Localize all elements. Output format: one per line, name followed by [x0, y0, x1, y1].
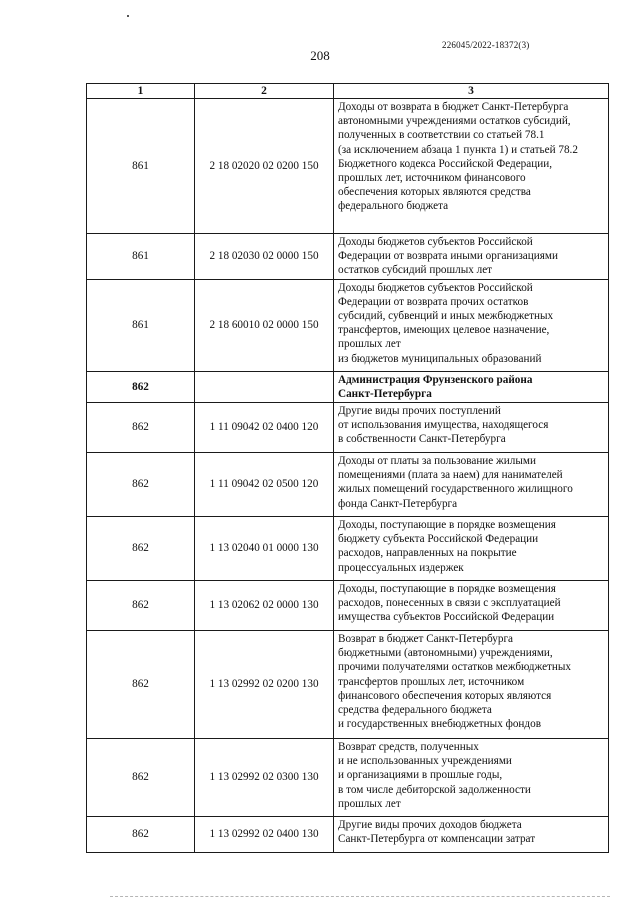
budget-code-cell: 1 11 09042 02 0400 120 [195, 403, 334, 453]
description-cell: Другие виды прочих поступлений от использования имущества, находящегося в собственности Санкт-Петербурга [334, 403, 609, 453]
description-cell: Доходы бюджетов субъектов Российской Федерации от возврата прочих остатков субсидий, субвенций и иных межбюджетных трансфертов, имеющих целевое назначение, прошлых лет из бюджетов муниципальных образований [334, 279, 609, 371]
column-header-1: 1 [87, 84, 195, 99]
page-number: 208 [310, 48, 330, 63]
budget-code-cell: 1 13 02062 02 0000 130 [195, 581, 334, 631]
admin-code-cell: 862 [87, 631, 195, 739]
budget-code-cell: 1 13 02040 01 0000 130 [195, 517, 334, 581]
admin-code-cell: 861 [87, 99, 195, 234]
column-header-2: 2 [195, 84, 334, 99]
description-cell: Доходы от возврата в бюджет Санкт-Петербурга автономными учреждениями остатков субсидий, полученных в соответствии со статьей 78.1 (за исключением абзаца 1 пункта 1) и статьей 78.2 Бюджетного кодекса Российской Федерации, прошлых лет, источником финансового обеспечения которых являются средства федерального бюджета [334, 99, 609, 234]
description-cell: Возврат средств, полученных и не использованных учреждениями и организациями в прошлые годы, в том числе дебиторской задолженности прошлых лет [334, 739, 609, 817]
description-cell: Доходы бюджетов субъектов Российской Федерации от возврата иными организациями остатков субсидий прошлых лет [334, 234, 609, 280]
budget-code-cell: 1 13 02992 02 0200 130 [195, 631, 334, 739]
revenue-codes-table [86, 83, 609, 853]
scan-edge-artifact [110, 896, 610, 898]
admin-code-cell: 862 [87, 817, 195, 853]
admin-code-cell: 861 [87, 234, 195, 280]
description-cell: Доходы от платы за пользование жилыми помещениями (плата за наем) для нанимателей жилых помещений государственного жилищного фонда Санкт-Петербурга [334, 453, 609, 517]
column-header-3: 3 [334, 84, 609, 99]
table-row [87, 517, 609, 581]
table-row [87, 99, 609, 234]
budget-code-cell: 2 18 02020 02 0200 150 [195, 99, 334, 234]
table-row [87, 817, 609, 853]
description-cell: Возврат в бюджет Санкт-Петербурга бюджетными (автономными) учреждениями, прочими получателями остатков межбюджетных трансфертов прошлых лет, источником финансового обеспечения которых являются средства федерального бюджета и государственных внебюджетных фондов [334, 631, 609, 739]
budget-code-cell: 1 11 09042 02 0500 120 [195, 453, 334, 517]
budget-code-cell: 1 13 02992 02 0300 130 [195, 739, 334, 817]
description-cell: Доходы, поступающие в порядке возмещения бюджету субъекта Российской Федерации расходов, направленных на покрытие процессуальных издержек [334, 517, 609, 581]
table-row [87, 739, 609, 817]
table-row [87, 234, 609, 280]
table-row [87, 631, 609, 739]
budget-code-cell: 2 18 02030 02 0000 150 [195, 234, 334, 280]
scan-speck [127, 15, 129, 17]
table-header-row [87, 84, 609, 99]
description-cell: Администрация Фрунзенского района Санкт-Петербурга [334, 371, 609, 402]
table-row [87, 453, 609, 517]
admin-code-cell: 861 [87, 279, 195, 371]
table-section-row [87, 371, 609, 402]
admin-code-cell: 862 [87, 453, 195, 517]
document-id: 226045/2022-18372(3) [442, 40, 530, 50]
admin-code-cell: 862 [87, 371, 195, 402]
admin-code-cell: 862 [87, 403, 195, 453]
description-cell: Доходы, поступающие в порядке возмещения расходов, понесенных в связи с эксплуатацией имущества субъектов Российской Федерации [334, 581, 609, 631]
description-cell: Другие виды прочих доходов бюджета Санкт-Петербурга от компенсации затрат [334, 817, 609, 853]
budget-code-cell: 2 18 60010 02 0000 150 [195, 279, 334, 371]
table-row [87, 581, 609, 631]
budget-code-cell: 1 13 02992 02 0400 130 [195, 817, 334, 853]
table-row [87, 279, 609, 371]
budget-code-cell [195, 371, 334, 402]
admin-code-cell: 862 [87, 581, 195, 631]
admin-code-cell: 862 [87, 517, 195, 581]
admin-code-cell: 862 [87, 739, 195, 817]
table-row [87, 403, 609, 453]
